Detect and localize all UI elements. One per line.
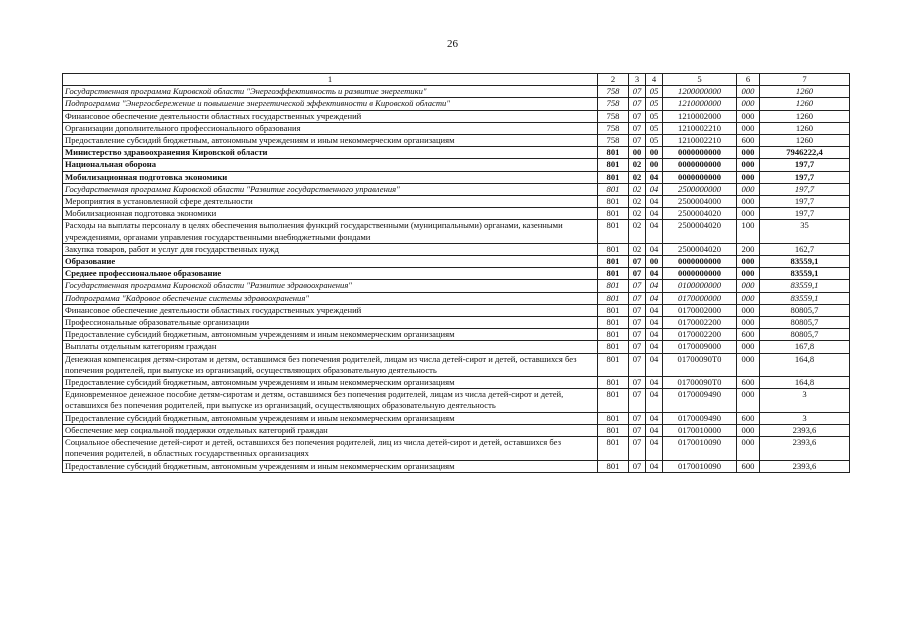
row-amount: 80805,7 bbox=[760, 304, 850, 316]
row-ministry-code: 758 bbox=[598, 122, 629, 134]
row-amount: 3 bbox=[760, 389, 850, 412]
row-amount: 83559,1 bbox=[760, 256, 850, 268]
row-subsection: 04 bbox=[646, 317, 663, 329]
row-amount: 164,8 bbox=[760, 353, 850, 376]
row-ministry-code: 801 bbox=[598, 196, 629, 208]
row-amount: 164,8 bbox=[760, 377, 850, 389]
row-ministry-code: 801 bbox=[598, 389, 629, 412]
row-ministry-code: 801 bbox=[598, 292, 629, 304]
row-amount: 1260 bbox=[760, 110, 850, 122]
row-name: Национальная оборона bbox=[63, 159, 598, 171]
row-subsection: 04 bbox=[646, 329, 663, 341]
row-section: 07 bbox=[629, 389, 646, 412]
row-section: 07 bbox=[629, 268, 646, 280]
row-ministry-code: 801 bbox=[598, 268, 629, 280]
table-row bbox=[63, 208, 850, 220]
row-amount: 197,7 bbox=[760, 196, 850, 208]
row-target-article: 01700090Т0 bbox=[663, 353, 737, 376]
table-row bbox=[63, 329, 850, 341]
row-subsection: 04 bbox=[646, 377, 663, 389]
row-target-article: 0170002000 bbox=[663, 304, 737, 316]
header-cell: 4 bbox=[646, 74, 663, 86]
row-expense-type: 000 bbox=[737, 268, 760, 280]
row-subsection: 00 bbox=[646, 147, 663, 159]
table-header-row bbox=[63, 74, 850, 86]
row-name: Государственная программа Кировской области "Энергоэффективность и развитие энергетики" bbox=[63, 86, 598, 98]
row-section: 07 bbox=[629, 292, 646, 304]
row-target-article: 0000000000 bbox=[663, 159, 737, 171]
row-target-article: 2500004020 bbox=[663, 208, 737, 220]
row-target-article: 0170010090 bbox=[663, 437, 737, 460]
table-row bbox=[63, 86, 850, 98]
row-amount: 197,7 bbox=[760, 171, 850, 183]
table-row bbox=[63, 196, 850, 208]
row-subsection: 04 bbox=[646, 460, 663, 472]
row-ministry-code: 801 bbox=[598, 208, 629, 220]
row-target-article: 0170009490 bbox=[663, 389, 737, 412]
row-target-article: 1210000000 bbox=[663, 98, 737, 110]
row-name: Мероприятия в установленной сфере деятельности bbox=[63, 196, 598, 208]
row-expense-type: 000 bbox=[737, 292, 760, 304]
header-cell: 5 bbox=[663, 74, 737, 86]
row-ministry-code: 801 bbox=[598, 437, 629, 460]
row-target-article: 0170010000 bbox=[663, 424, 737, 436]
row-name: Среднее профессиональное образование bbox=[63, 268, 598, 280]
row-ministry-code: 801 bbox=[598, 353, 629, 376]
table-row bbox=[63, 377, 850, 389]
row-subsection: 05 bbox=[646, 135, 663, 147]
row-expense-type: 000 bbox=[737, 183, 760, 195]
row-expense-type: 600 bbox=[737, 460, 760, 472]
row-amount: 83559,1 bbox=[760, 292, 850, 304]
row-subsection: 04 bbox=[646, 208, 663, 220]
row-subsection: 04 bbox=[646, 412, 663, 424]
row-name: Предоставление субсидий бюджетным, автономным учреждениям и иным некоммерческим организациям bbox=[63, 135, 598, 147]
row-expense-type: 000 bbox=[737, 424, 760, 436]
row-expense-type: 000 bbox=[737, 98, 760, 110]
row-expense-type: 000 bbox=[737, 341, 760, 353]
row-expense-type: 000 bbox=[737, 353, 760, 376]
page-number: 26 bbox=[447, 38, 458, 50]
row-expense-type: 000 bbox=[737, 147, 760, 159]
row-name: Предоставление субсидий бюджетным, автономным учреждениям и иным некоммерческим организациям bbox=[63, 377, 598, 389]
row-name: Образование bbox=[63, 256, 598, 268]
row-subsection: 04 bbox=[646, 437, 663, 460]
row-section: 02 bbox=[629, 171, 646, 183]
row-name: Финансовое обеспечение деятельности областных государственных учреждений bbox=[63, 304, 598, 316]
budget-table bbox=[62, 73, 850, 473]
table-row bbox=[63, 280, 850, 292]
table-row bbox=[63, 437, 850, 460]
row-amount: 167,8 bbox=[760, 341, 850, 353]
row-name: Закупка товаров, работ и услуг для государственных нужд bbox=[63, 243, 598, 255]
row-amount: 7946222,4 bbox=[760, 147, 850, 159]
row-name: Подпрограмма "Энергосбережение и повышение энергетической эффективности в Кировской области" bbox=[63, 98, 598, 110]
row-ministry-code: 801 bbox=[598, 171, 629, 183]
row-section: 07 bbox=[629, 377, 646, 389]
row-name: Денежная компенсация детям-сиротам и детям, оставшимся без попечения родителей, лицам из числа детей-сирот и детей, оставшихся без попечения родителей, при выпуске из организаций, осуществляющих образовательную деятельность bbox=[63, 353, 598, 376]
table-row bbox=[63, 256, 850, 268]
row-expense-type: 000 bbox=[737, 159, 760, 171]
row-section: 02 bbox=[629, 196, 646, 208]
row-expense-type: 200 bbox=[737, 243, 760, 255]
table-row bbox=[63, 268, 850, 280]
row-subsection: 04 bbox=[646, 389, 663, 412]
row-section: 02 bbox=[629, 243, 646, 255]
row-target-article: 2500004000 bbox=[663, 196, 737, 208]
row-target-article: 01700090Т0 bbox=[663, 377, 737, 389]
row-section: 07 bbox=[629, 280, 646, 292]
row-section: 00 bbox=[629, 147, 646, 159]
row-section: 07 bbox=[629, 353, 646, 376]
row-name: Обеспечение мер социальной поддержки отдельных категорий граждан bbox=[63, 424, 598, 436]
table-row bbox=[63, 110, 850, 122]
row-section: 07 bbox=[629, 135, 646, 147]
header-cell: 7 bbox=[760, 74, 850, 86]
table-row bbox=[63, 341, 850, 353]
row-amount: 80805,7 bbox=[760, 317, 850, 329]
row-section: 07 bbox=[629, 412, 646, 424]
row-expense-type: 600 bbox=[737, 377, 760, 389]
row-ministry-code: 801 bbox=[598, 220, 629, 243]
row-target-article: 0000000000 bbox=[663, 256, 737, 268]
row-subsection: 05 bbox=[646, 122, 663, 134]
row-expense-type: 000 bbox=[737, 437, 760, 460]
row-ministry-code: 801 bbox=[598, 256, 629, 268]
row-subsection: 04 bbox=[646, 243, 663, 255]
row-target-article: 0170002200 bbox=[663, 317, 737, 329]
row-expense-type: 000 bbox=[737, 304, 760, 316]
table-row bbox=[63, 412, 850, 424]
table-row bbox=[63, 353, 850, 376]
row-subsection: 04 bbox=[646, 424, 663, 436]
row-ministry-code: 758 bbox=[598, 135, 629, 147]
row-name: Финансовое обеспечение деятельности областных государственных учреждений bbox=[63, 110, 598, 122]
row-subsection: 05 bbox=[646, 110, 663, 122]
row-name: Единовременное денежное пособие детям-сиротам и детям, оставшимся без попечения родителей, лицам из числа детей-сирот и детей, оставшихся без попечения родителей, при выпуске из организаций, осуществляющих образовательную деятельность bbox=[63, 389, 598, 412]
row-ministry-code: 801 bbox=[598, 183, 629, 195]
table-row bbox=[63, 98, 850, 110]
row-amount: 2393,6 bbox=[760, 424, 850, 436]
row-section: 07 bbox=[629, 110, 646, 122]
table-row bbox=[63, 135, 850, 147]
header-cell: 3 bbox=[629, 74, 646, 86]
row-subsection: 04 bbox=[646, 268, 663, 280]
row-expense-type: 000 bbox=[737, 389, 760, 412]
row-expense-type: 600 bbox=[737, 135, 760, 147]
row-section: 07 bbox=[629, 122, 646, 134]
row-expense-type: 000 bbox=[737, 171, 760, 183]
row-section: 07 bbox=[629, 329, 646, 341]
row-name: Выплаты отдельным категориям граждан bbox=[63, 341, 598, 353]
row-ministry-code: 758 bbox=[598, 98, 629, 110]
row-amount: 1260 bbox=[760, 135, 850, 147]
table-row bbox=[63, 243, 850, 255]
row-ministry-code: 801 bbox=[598, 317, 629, 329]
table-row bbox=[63, 183, 850, 195]
row-expense-type: 100 bbox=[737, 220, 760, 243]
header-cell: 6 bbox=[737, 74, 760, 86]
row-subsection: 04 bbox=[646, 304, 663, 316]
row-target-article: 0170002200 bbox=[663, 329, 737, 341]
row-target-article: 0100000000 bbox=[663, 280, 737, 292]
row-ministry-code: 758 bbox=[598, 86, 629, 98]
row-section: 07 bbox=[629, 317, 646, 329]
row-subsection: 00 bbox=[646, 256, 663, 268]
row-expense-type: 000 bbox=[737, 122, 760, 134]
row-ministry-code: 801 bbox=[598, 280, 629, 292]
table-row bbox=[63, 389, 850, 412]
row-target-article: 1200000000 bbox=[663, 86, 737, 98]
row-ministry-code: 801 bbox=[598, 159, 629, 171]
row-amount: 2393,6 bbox=[760, 460, 850, 472]
row-ministry-code: 801 bbox=[598, 460, 629, 472]
table-row bbox=[63, 147, 850, 159]
row-subsection: 04 bbox=[646, 183, 663, 195]
row-name: Социальное обеспечение детей-сирот и детей, оставшихся без попечения родителей, лиц из числа детей-сирот и детей, оставшихся без попечения родителей, в областных государственных организациях bbox=[63, 437, 598, 460]
row-expense-type: 000 bbox=[737, 317, 760, 329]
row-amount: 83559,1 bbox=[760, 280, 850, 292]
row-expense-type: 600 bbox=[737, 412, 760, 424]
row-target-article: 0000000000 bbox=[663, 268, 737, 280]
row-name: Профессиональные образовательные организации bbox=[63, 317, 598, 329]
row-section: 02 bbox=[629, 183, 646, 195]
table-row bbox=[63, 304, 850, 316]
row-name: Предоставление субсидий бюджетным, автономным учреждениям и иным некоммерческим организациям bbox=[63, 460, 598, 472]
row-section: 07 bbox=[629, 86, 646, 98]
table-row bbox=[63, 317, 850, 329]
row-expense-type: 000 bbox=[737, 256, 760, 268]
row-amount: 3 bbox=[760, 412, 850, 424]
row-amount: 35 bbox=[760, 220, 850, 243]
row-target-article: 0170010090 bbox=[663, 460, 737, 472]
row-expense-type: 000 bbox=[737, 208, 760, 220]
row-ministry-code: 758 bbox=[598, 110, 629, 122]
row-ministry-code: 801 bbox=[598, 243, 629, 255]
row-amount: 197,7 bbox=[760, 159, 850, 171]
row-target-article: 2500004020 bbox=[663, 243, 737, 255]
row-name: Мобилизационная подготовка экономики bbox=[63, 171, 598, 183]
row-amount: 1260 bbox=[760, 98, 850, 110]
row-target-article: 2500004020 bbox=[663, 220, 737, 243]
row-target-article: 0170009000 bbox=[663, 341, 737, 353]
header-cell: 1 bbox=[63, 74, 598, 86]
row-name: Предоставление субсидий бюджетным, автономным учреждениям и иным некоммерческим организациям bbox=[63, 329, 598, 341]
row-target-article: 0170000000 bbox=[663, 292, 737, 304]
row-section: 07 bbox=[629, 304, 646, 316]
row-subsection: 04 bbox=[646, 353, 663, 376]
row-ministry-code: 801 bbox=[598, 412, 629, 424]
row-expense-type: 000 bbox=[737, 280, 760, 292]
row-name: Государственная программа Кировской области "Развитие государственного управления" bbox=[63, 183, 598, 195]
table-row bbox=[63, 171, 850, 183]
row-ministry-code: 801 bbox=[598, 329, 629, 341]
row-amount: 1260 bbox=[760, 122, 850, 134]
row-section: 07 bbox=[629, 341, 646, 353]
row-ministry-code: 801 bbox=[598, 304, 629, 316]
row-target-article: 1210002210 bbox=[663, 122, 737, 134]
table-row bbox=[63, 220, 850, 243]
row-amount: 80805,7 bbox=[760, 329, 850, 341]
row-target-article: 0000000000 bbox=[663, 171, 737, 183]
row-expense-type: 000 bbox=[737, 196, 760, 208]
row-subsection: 00 bbox=[646, 159, 663, 171]
header-cell: 2 bbox=[598, 74, 629, 86]
row-amount: 2393,6 bbox=[760, 437, 850, 460]
row-ministry-code: 801 bbox=[598, 147, 629, 159]
row-name: Мобилизационная подготовка экономики bbox=[63, 208, 598, 220]
row-subsection: 04 bbox=[646, 292, 663, 304]
row-expense-type: 000 bbox=[737, 110, 760, 122]
row-name: Подпрограмма "Кадровое обеспечение системы здравоохранения" bbox=[63, 292, 598, 304]
row-name: Организации дополнительного профессионального образования bbox=[63, 122, 598, 134]
row-ministry-code: 801 bbox=[598, 424, 629, 436]
row-subsection: 04 bbox=[646, 196, 663, 208]
row-section: 02 bbox=[629, 220, 646, 243]
row-section: 07 bbox=[629, 460, 646, 472]
row-target-article: 1210002000 bbox=[663, 110, 737, 122]
table-row bbox=[63, 159, 850, 171]
row-ministry-code: 801 bbox=[598, 377, 629, 389]
row-subsection: 05 bbox=[646, 86, 663, 98]
row-subsection: 04 bbox=[646, 220, 663, 243]
row-amount: 1260 bbox=[760, 86, 850, 98]
table-row bbox=[63, 460, 850, 472]
row-section: 07 bbox=[629, 424, 646, 436]
row-section: 02 bbox=[629, 159, 646, 171]
row-subsection: 05 bbox=[646, 98, 663, 110]
row-amount: 197,7 bbox=[760, 208, 850, 220]
row-name: Министерство здравоохранения Кировской области bbox=[63, 147, 598, 159]
row-section: 07 bbox=[629, 437, 646, 460]
row-target-article: 2500000000 bbox=[663, 183, 737, 195]
row-section: 07 bbox=[629, 256, 646, 268]
row-name: Предоставление субсидий бюджетным, автономным учреждениям и иным некоммерческим организациям bbox=[63, 412, 598, 424]
row-target-article: 1210002210 bbox=[663, 135, 737, 147]
row-name: Государственная программа Кировской области "Развитие здравоохранения" bbox=[63, 280, 598, 292]
row-subsection: 04 bbox=[646, 171, 663, 183]
row-amount: 83559,1 bbox=[760, 268, 850, 280]
table-row bbox=[63, 292, 850, 304]
row-section: 02 bbox=[629, 208, 646, 220]
row-subsection: 04 bbox=[646, 341, 663, 353]
row-name: Расходы на выплаты персоналу в целях обеспечения выполнения функций государственными (муниципальными) органами, казенными учреждениями, органами управления государственными внебюджетными фондами bbox=[63, 220, 598, 243]
row-target-article: 0170009490 bbox=[663, 412, 737, 424]
table-row bbox=[63, 122, 850, 134]
row-expense-type: 600 bbox=[737, 329, 760, 341]
table-row bbox=[63, 424, 850, 436]
row-expense-type: 000 bbox=[737, 86, 760, 98]
row-amount: 197,7 bbox=[760, 183, 850, 195]
row-target-article: 0000000000 bbox=[663, 147, 737, 159]
row-section: 07 bbox=[629, 98, 646, 110]
row-subsection: 04 bbox=[646, 280, 663, 292]
row-ministry-code: 801 bbox=[598, 341, 629, 353]
row-amount: 162,7 bbox=[760, 243, 850, 255]
